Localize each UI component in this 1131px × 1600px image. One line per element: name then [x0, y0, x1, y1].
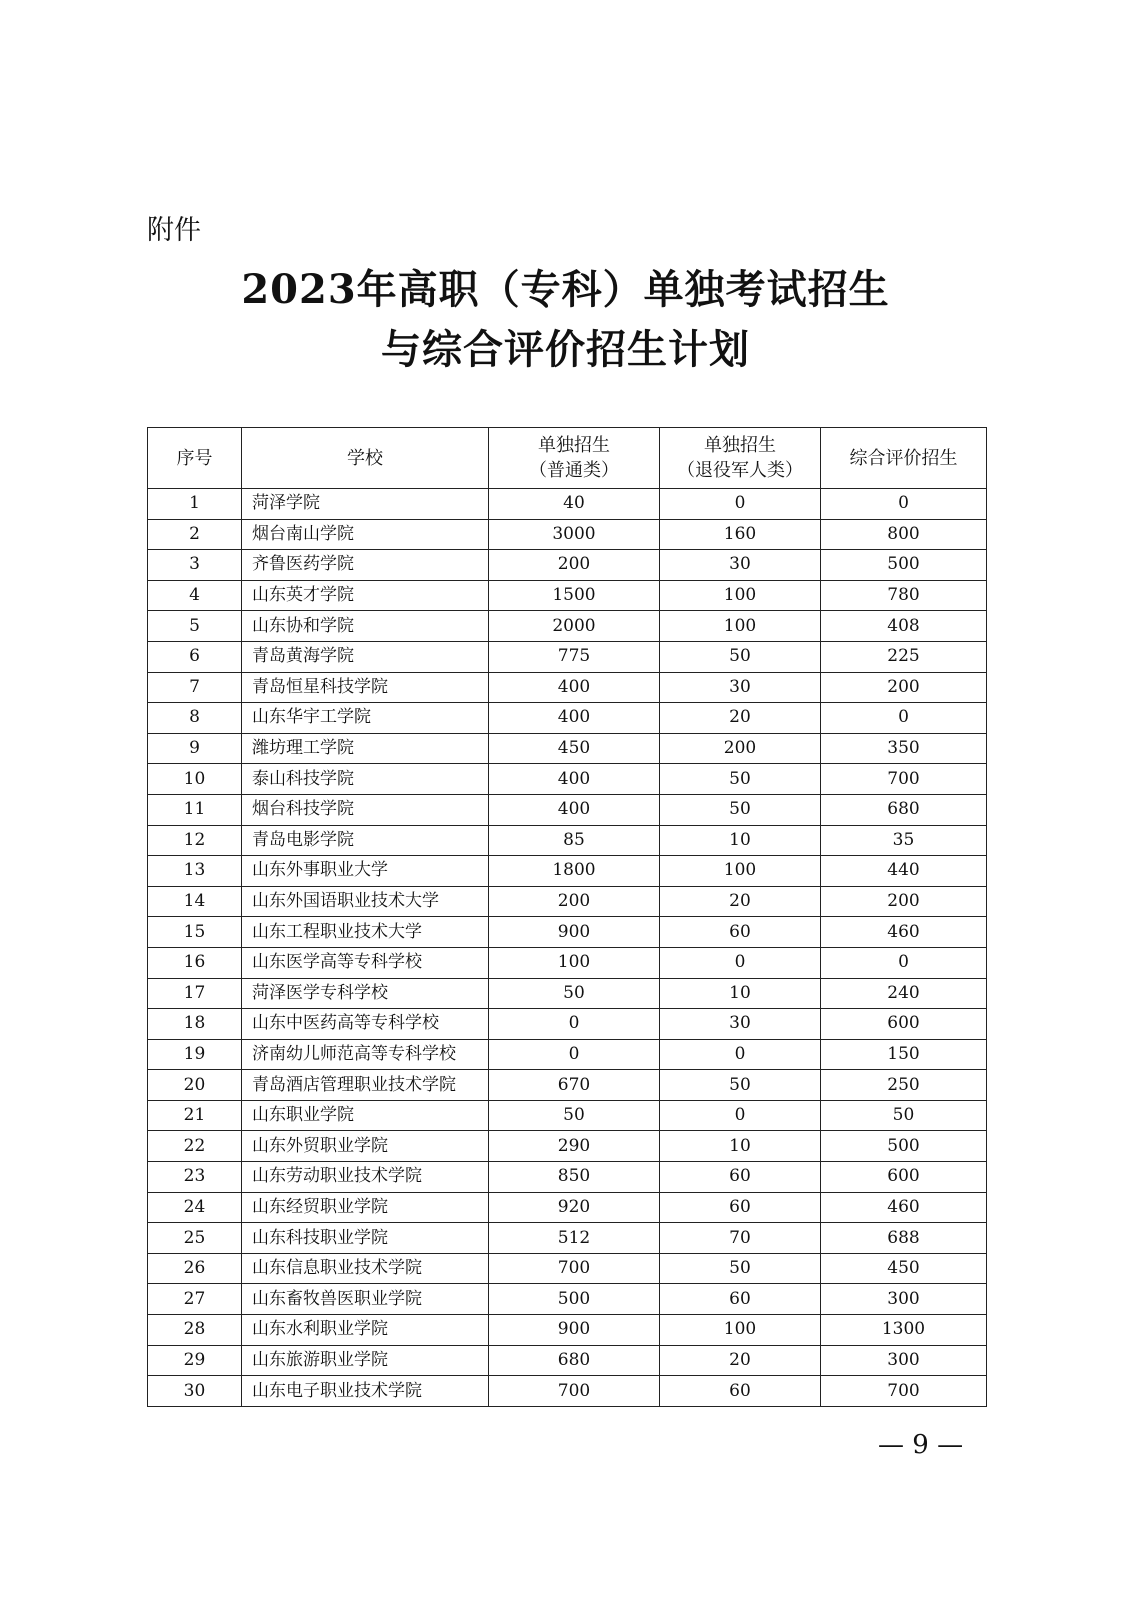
table-row: [148, 489, 987, 520]
row-general-count: 775: [489, 641, 660, 672]
row-comprehensive-count: 440: [821, 856, 987, 887]
row-index: 11: [148, 794, 242, 825]
row-general-count: 400: [489, 794, 660, 825]
row-index: 7: [148, 672, 242, 703]
row-index: 25: [148, 1223, 242, 1254]
row-veteran-count: 20: [660, 703, 821, 734]
row-index: 22: [148, 1131, 242, 1162]
row-comprehensive-count: 680: [821, 794, 987, 825]
header-index: 序号: [148, 428, 242, 489]
table-row: [148, 1009, 987, 1040]
row-veteran-count: 0: [660, 489, 821, 520]
row-school: 山东科技职业学院: [242, 1223, 489, 1254]
row-veteran-count: 10: [660, 1131, 821, 1162]
table-row: [148, 1039, 987, 1070]
row-school: 青岛黄海学院: [242, 641, 489, 672]
table-row: [148, 1070, 987, 1101]
row-general-count: 512: [489, 1223, 660, 1254]
table-row: [148, 580, 987, 611]
table-row: [148, 1131, 987, 1162]
table-row: [148, 764, 987, 795]
table-row: [148, 703, 987, 734]
page-number: — 9 —: [878, 1430, 964, 1460]
row-general-count: 500: [489, 1284, 660, 1315]
row-school: 山东职业学院: [242, 1100, 489, 1131]
row-comprehensive-count: 500: [821, 1131, 987, 1162]
row-veteran-count: 60: [660, 1162, 821, 1193]
row-comprehensive-count: 700: [821, 1376, 987, 1407]
row-general-count: 50: [489, 1100, 660, 1131]
row-school: 山东外国语职业技术大学: [242, 886, 489, 917]
row-school: 山东经贸职业学院: [242, 1192, 489, 1223]
row-school: 山东旅游职业学院: [242, 1345, 489, 1376]
row-index: 13: [148, 856, 242, 887]
row-comprehensive-count: 300: [821, 1345, 987, 1376]
row-veteran-count: 30: [660, 672, 821, 703]
table-row: [148, 641, 987, 672]
row-veteran-count: 30: [660, 1009, 821, 1040]
row-comprehensive-count: 460: [821, 1192, 987, 1223]
row-general-count: 1800: [489, 856, 660, 887]
row-school: 山东外事职业大学: [242, 856, 489, 887]
row-general-count: 680: [489, 1345, 660, 1376]
table-row: [148, 1192, 987, 1223]
header-veteran-line2: （退役军人类）: [677, 460, 803, 481]
table-row: [148, 672, 987, 703]
row-index: 15: [148, 917, 242, 948]
header-veteran-enrollment: [660, 428, 821, 489]
row-school: 青岛电影学院: [242, 825, 489, 856]
row-index: 8: [148, 703, 242, 734]
row-veteran-count: 160: [660, 519, 821, 550]
row-index: 23: [148, 1162, 242, 1193]
row-comprehensive-count: 688: [821, 1223, 987, 1254]
row-general-count: 900: [489, 1315, 660, 1346]
row-veteran-count: 0: [660, 1100, 821, 1131]
row-veteran-count: 60: [660, 1192, 821, 1223]
row-general-count: 85: [489, 825, 660, 856]
document-title-line1: 2023年高职（专科）单独考试招生: [241, 266, 890, 313]
table-body: [148, 489, 987, 1407]
row-veteran-count: 70: [660, 1223, 821, 1254]
row-school: 烟台科技学院: [242, 794, 489, 825]
table-header-row: [148, 428, 987, 489]
row-index: 3: [148, 550, 242, 581]
row-index: 26: [148, 1253, 242, 1284]
table-row: [148, 1253, 987, 1284]
row-index: 9: [148, 733, 242, 764]
row-school: 齐鲁医药学院: [242, 550, 489, 581]
row-general-count: 400: [489, 703, 660, 734]
row-comprehensive-count: 700: [821, 764, 987, 795]
row-school: 菏泽医学专科学校: [242, 978, 489, 1009]
row-comprehensive-count: 600: [821, 1009, 987, 1040]
row-school: 济南幼儿师范高等专科学校: [242, 1039, 489, 1070]
row-school: 菏泽学院: [242, 489, 489, 520]
row-veteran-count: 0: [660, 1039, 821, 1070]
table-row: [148, 1315, 987, 1346]
row-index: 4: [148, 580, 242, 611]
row-index: 17: [148, 978, 242, 1009]
table-row: [148, 947, 987, 978]
row-school: 山东协和学院: [242, 611, 489, 642]
row-general-count: 50: [489, 978, 660, 1009]
row-school: 山东畜牧兽医职业学院: [242, 1284, 489, 1315]
row-comprehensive-count: 50: [821, 1100, 987, 1131]
row-index: 27: [148, 1284, 242, 1315]
row-veteran-count: 0: [660, 947, 821, 978]
row-general-count: 900: [489, 917, 660, 948]
row-index: 6: [148, 641, 242, 672]
row-comprehensive-count: 300: [821, 1284, 987, 1315]
row-index: 12: [148, 825, 242, 856]
row-index: 30: [148, 1376, 242, 1407]
row-veteran-count: 20: [660, 886, 821, 917]
row-school: 泰山科技学院: [242, 764, 489, 795]
row-comprehensive-count: 350: [821, 733, 987, 764]
row-school: 山东信息职业技术学院: [242, 1253, 489, 1284]
row-veteran-count: 20: [660, 1345, 821, 1376]
header-school: 学校: [242, 428, 489, 489]
row-comprehensive-count: 600: [821, 1162, 987, 1193]
table-row: [148, 825, 987, 856]
row-comprehensive-count: 1300: [821, 1315, 987, 1346]
row-index: 29: [148, 1345, 242, 1376]
row-comprehensive-count: 780: [821, 580, 987, 611]
document-title-line2: 与综合评价招生计划: [381, 326, 750, 373]
row-veteran-count: 10: [660, 978, 821, 1009]
row-general-count: 920: [489, 1192, 660, 1223]
row-general-count: 3000: [489, 519, 660, 550]
row-comprehensive-count: 0: [821, 489, 987, 520]
row-veteran-count: 50: [660, 794, 821, 825]
row-veteran-count: 100: [660, 580, 821, 611]
row-index: 28: [148, 1315, 242, 1346]
row-index: 2: [148, 519, 242, 550]
row-comprehensive-count: 0: [821, 703, 987, 734]
row-general-count: 0: [489, 1039, 660, 1070]
row-index: 21: [148, 1100, 242, 1131]
row-veteran-count: 50: [660, 1070, 821, 1101]
row-comprehensive-count: 450: [821, 1253, 987, 1284]
table-row: [148, 978, 987, 1009]
table-row: [148, 1100, 987, 1131]
row-veteran-count: 100: [660, 1315, 821, 1346]
row-general-count: 400: [489, 672, 660, 703]
header-veteran-line1: 单独招生: [704, 435, 776, 456]
row-index: 5: [148, 611, 242, 642]
row-veteran-count: 10: [660, 825, 821, 856]
row-school: 山东外贸职业学院: [242, 1131, 489, 1162]
table-row: [148, 886, 987, 917]
row-general-count: 670: [489, 1070, 660, 1101]
row-general-count: 200: [489, 886, 660, 917]
row-school: 青岛恒星科技学院: [242, 672, 489, 703]
row-index: 19: [148, 1039, 242, 1070]
row-veteran-count: 100: [660, 856, 821, 887]
row-general-count: 700: [489, 1376, 660, 1407]
row-general-count: 40: [489, 489, 660, 520]
table-row: [148, 733, 987, 764]
table-row: [148, 1284, 987, 1315]
row-school: 山东电子职业技术学院: [242, 1376, 489, 1407]
row-school: 山东英才学院: [242, 580, 489, 611]
row-general-count: 400: [489, 764, 660, 795]
enrollment-plan-table: [147, 427, 987, 1407]
table-row: [148, 1223, 987, 1254]
row-comprehensive-count: 408: [821, 611, 987, 642]
row-school: 山东工程职业技术大学: [242, 917, 489, 948]
row-index: 14: [148, 886, 242, 917]
row-comprehensive-count: 200: [821, 672, 987, 703]
row-general-count: 200: [489, 550, 660, 581]
row-comprehensive-count: 35: [821, 825, 987, 856]
table-row: [148, 1162, 987, 1193]
row-comprehensive-count: 200: [821, 886, 987, 917]
row-school: 山东华宇工学院: [242, 703, 489, 734]
row-school: 山东医学高等专科学校: [242, 947, 489, 978]
row-veteran-count: 60: [660, 917, 821, 948]
row-general-count: 0: [489, 1009, 660, 1040]
row-comprehensive-count: 225: [821, 641, 987, 672]
header-general-enrollment: [489, 428, 660, 489]
row-veteran-count: 50: [660, 1253, 821, 1284]
row-general-count: 700: [489, 1253, 660, 1284]
table-row: [148, 611, 987, 642]
row-comprehensive-count: 460: [821, 917, 987, 948]
table-row: [148, 519, 987, 550]
row-school: 山东劳动职业技术学院: [242, 1162, 489, 1193]
row-school: 山东中医药高等专科学校: [242, 1009, 489, 1040]
row-general-count: 100: [489, 947, 660, 978]
row-veteran-count: 50: [660, 641, 821, 672]
row-school: 山东水利职业学院: [242, 1315, 489, 1346]
row-comprehensive-count: 0: [821, 947, 987, 978]
row-general-count: 1500: [489, 580, 660, 611]
row-school: 潍坊理工学院: [242, 733, 489, 764]
row-veteran-count: 100: [660, 611, 821, 642]
row-index: 10: [148, 764, 242, 795]
row-general-count: 450: [489, 733, 660, 764]
row-index: 1: [148, 489, 242, 520]
row-comprehensive-count: 800: [821, 519, 987, 550]
row-index: 16: [148, 947, 242, 978]
row-index: 20: [148, 1070, 242, 1101]
row-comprehensive-count: 500: [821, 550, 987, 581]
row-index: 18: [148, 1009, 242, 1040]
table-row: [148, 794, 987, 825]
row-veteran-count: 50: [660, 764, 821, 795]
row-school: 烟台南山学院: [242, 519, 489, 550]
row-comprehensive-count: 150: [821, 1039, 987, 1070]
header-general-line1: 单独招生: [538, 435, 610, 456]
row-veteran-count: 200: [660, 733, 821, 764]
row-general-count: 290: [489, 1131, 660, 1162]
row-general-count: 2000: [489, 611, 660, 642]
header-general-line2: （普通类）: [529, 460, 619, 481]
table-row: [148, 917, 987, 948]
attachment-label: 附件: [147, 215, 201, 246]
row-comprehensive-count: 250: [821, 1070, 987, 1101]
row-veteran-count: 60: [660, 1284, 821, 1315]
header-comprehensive-enrollment: 综合评价招生: [821, 428, 987, 489]
row-veteran-count: 30: [660, 550, 821, 581]
row-general-count: 850: [489, 1162, 660, 1193]
row-comprehensive-count: 240: [821, 978, 987, 1009]
table-row: [148, 1345, 987, 1376]
row-index: 24: [148, 1192, 242, 1223]
row-school: 青岛酒店管理职业技术学院: [242, 1070, 489, 1101]
table-row: [148, 856, 987, 887]
row-veteran-count: 60: [660, 1376, 821, 1407]
table-row: [148, 550, 987, 581]
table-row: [148, 1376, 987, 1407]
